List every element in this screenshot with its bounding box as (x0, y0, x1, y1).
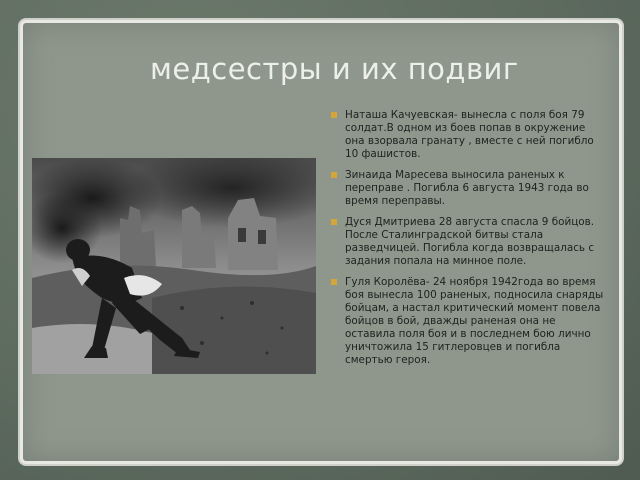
bullet-list (330, 109, 608, 375)
bullet-square-icon (331, 112, 337, 118)
bullet-square-icon (331, 219, 337, 225)
bullet-square-icon (331, 172, 337, 178)
bullet-item (330, 216, 608, 268)
bullet-item (330, 169, 608, 208)
war-photo-illustration (32, 158, 316, 374)
war-photo (32, 158, 316, 374)
bullet-square-icon (331, 279, 337, 285)
bullet-text: Зинаида Маресева выносила раненых к переправе . Погибла 6 августа 1943 года во время переправы. (345, 169, 589, 207)
bullet-text: Наташа Качуевская- вынесла с поля боя 79 солдат.В одном из боев попав в окружение она взорвала гранату , вместе с ней погибло 10 фашистов. (345, 109, 594, 160)
bullet-item (330, 276, 608, 367)
slide-title: медсестры и их подвиг (150, 52, 519, 86)
bullet-text: Гуля Королёва- 24 ноября 1942года во время боя вынесла 100 раненых, подносила снаряды бойцам, а настал критический момент повела бойцов в бой, дважды раненая она не оставила поля боя и в последнем бою лично уничтожила 15 гитлеровцев и погибла смертью героя. (345, 276, 604, 366)
bullet-item (330, 109, 608, 161)
bullet-text: Дуся Дмитриева 28 августа спасла 9 бойцов. После Сталинградской битвы стала разведчицей. Погибла когда возвращалась с задания попала на минное поле. (345, 216, 595, 267)
